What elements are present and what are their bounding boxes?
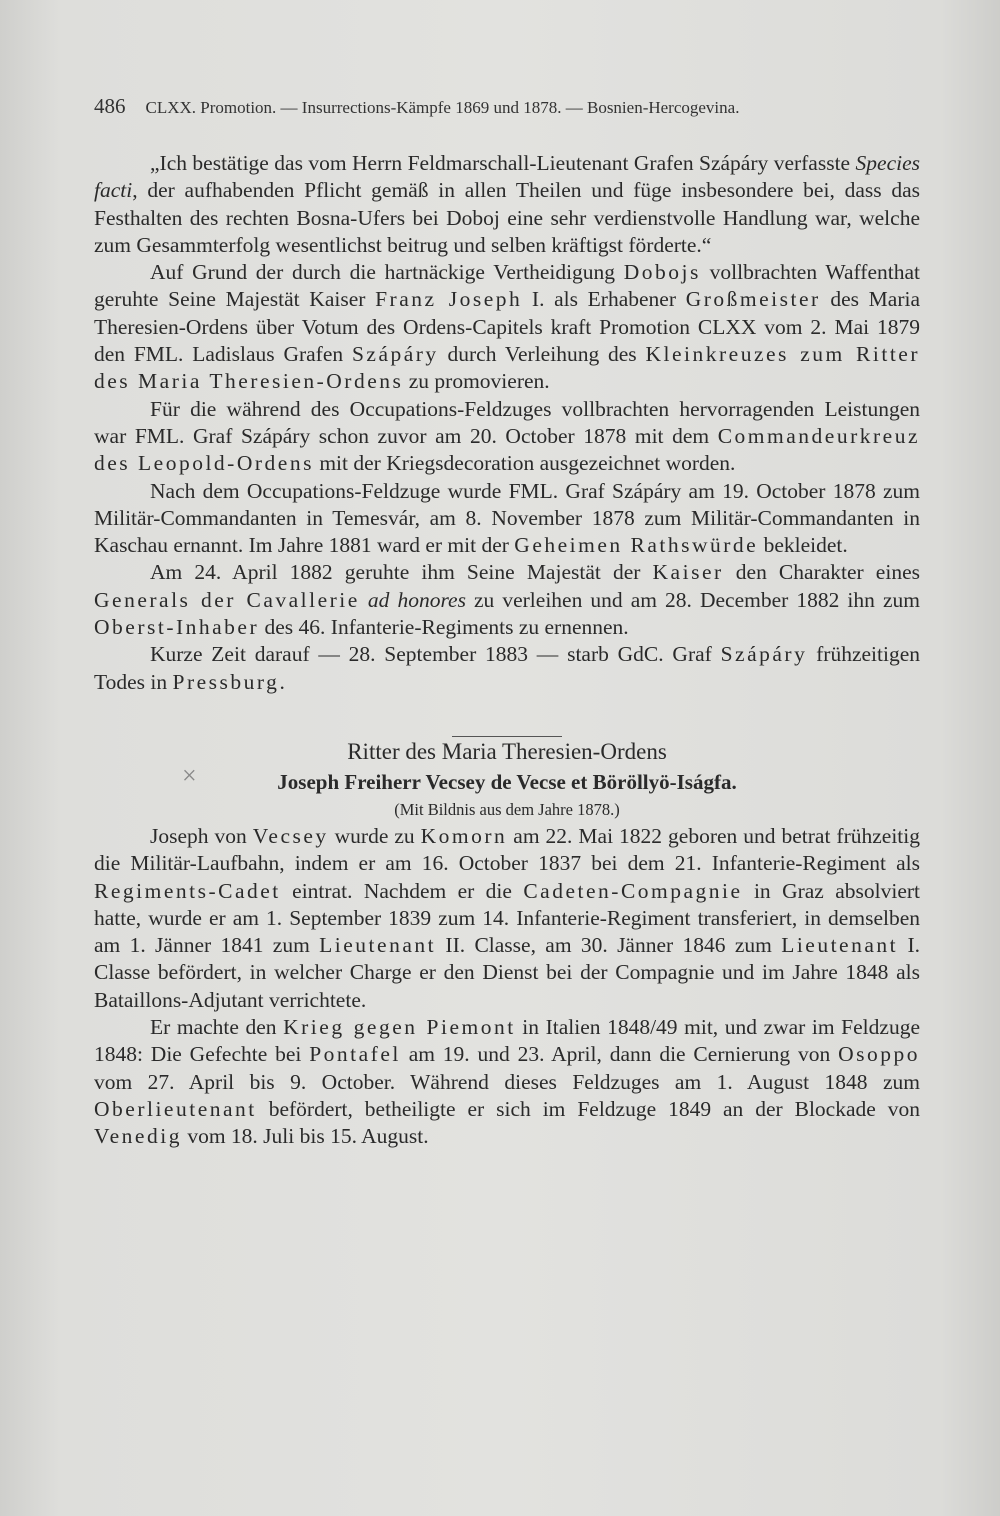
text-run: .: [279, 669, 285, 694]
text-run: am 19. und 23. April, dann die Cernierung von: [400, 1042, 839, 1067]
text-run: bekleidet.: [758, 533, 848, 558]
text-run: vollbrachten Waffenthat geruhte Seine Majestät Kaiser: [94, 260, 920, 312]
spaced-name: Geheimen Rathswürde: [514, 533, 759, 558]
text-run: in Italien 1848/49 mit, und zwar im Feldzuge 1848: Die Gefechte bei: [94, 1015, 920, 1067]
spaced-name: Venedig: [94, 1124, 182, 1149]
paragraph-quote: [94, 150, 920, 259]
text-run: II. Classe, am 30. Jänner 1846 zum: [436, 933, 782, 958]
text-run: „Ich bestätige das vom Herrn Feldmarschall-Lieutenant Grafen Szápáry verfasste: [150, 151, 856, 175]
page-number: 486: [94, 94, 126, 118]
section-person-name: [94, 760, 920, 797]
page-body: [94, 150, 920, 1151]
text-run: Für die während des Occupations-Feldzuges vollbrachten hervorragenden Leistungen war FML. Graf Szápáry schon zuvor am 20. October 1878 mit dem: [94, 396, 920, 448]
spaced-name: Oberst-Inhaber: [94, 615, 260, 640]
text-run: zu promovieren.: [403, 369, 550, 394]
italic-term: Species facti: [94, 151, 920, 203]
person-name-text: Joseph Freiherr Vecsey de Vecse et Böröllyö-Iságfa.: [277, 769, 737, 794]
text-run: am 22. Mai 1822 geboren und betrat frühzeitig die Militär-Laufbahn, indem er am 16. October 1837 bei dem 21. Infanterie-Regiment als: [94, 823, 920, 876]
text-run: frühzeitigen Todes in: [94, 642, 920, 694]
italic-term: ad honores: [367, 587, 466, 612]
section-title: Ritter des Maria Theresien-Ordens: [347, 738, 667, 764]
text-run: wurde zu: [328, 823, 421, 848]
text-run: befördert, betheiligte er sich im Feldzuge 1849 an der Blockade von: [256, 1096, 920, 1121]
spaced-name: Cadeten-Compagnie: [523, 878, 743, 903]
text-run: vom 27. April bis 9. October. Während dieses Feldzuges am 1. August 1848 zum: [94, 1069, 920, 1094]
spaced-name: Kaiser: [652, 560, 724, 585]
spaced-name: Szápáry: [720, 642, 808, 667]
text-run: Nach dem Occupations-Feldzuge wurde FML. Graf Szápáry am 19. October 1878 zum Militär-Commandanten in Temesvár, am 8. November 1878 zum Militär-Commandanten in Kaschau ernannt. Im Jahre 1881 ward er mit der: [94, 478, 920, 558]
text-run: [360, 588, 368, 612]
paragraph-promotion: [94, 259, 920, 395]
spaced-name: Lieutenant: [319, 933, 437, 958]
spaced-name: Regiments-Cadet: [94, 878, 281, 903]
running-header: [94, 94, 920, 119]
text-run: Auf Grund der durch die hartnäckige Vertheidigung: [150, 260, 624, 285]
text-run: durch Verleihung des: [438, 342, 646, 367]
text-run: zu verleihen und am 28. December 1882 ihn zum: [465, 587, 920, 612]
paragraph-commands: [94, 478, 920, 560]
spaced-name: Commandeurkreuz des Leopold-Ordens: [94, 423, 920, 476]
text-run: in Graz absolviert hatte, wurde er am 1. September 1839 zum 14. Infanterie-Regiment transferiert, in demselben am 1. Jänner 1841 zum: [94, 878, 921, 958]
text-run: des Maria Theresien-Ordens über Votum des Ordens-Capitels kraft Promotion CLXX vom 2. Mai 1879 den FML. Ladislaus Grafen: [94, 287, 920, 367]
text-run: , der aufhabenden Pflicht gemäß in allen Theilen und füge insbesondere bei, dass das Festhalten des rechten Bosna-Ufers bei Doboj eine sehr verdienstvolle Handlung war, welche zum Gesammterfolg wesentlichst beitrug und selben kräftigst förderte.“: [94, 178, 920, 257]
spaced-name: Krieg gegen Piemont: [283, 1015, 516, 1040]
text-run: Am 24. April 1882 geruhte ihm Seine Majestät der: [150, 560, 653, 585]
text-run: eintrat. Nachdem er die: [280, 878, 524, 903]
spaced-name: Osoppo: [838, 1042, 920, 1067]
running-title: CLXX. Promotion. — Insurrections-Kämpfe 1869 und 1878. — Bosnien-Hercogevina.: [145, 98, 740, 117]
text-run: des 46. Infanterie-Regiments zu ernennen.: [259, 615, 629, 640]
paragraph-death: [94, 641, 920, 696]
spaced-name: Großmeister: [685, 287, 821, 312]
spaced-name: Generals der Cavallerie: [94, 587, 360, 612]
section-note: (Mit Bildnis aus dem Jahre 1878.): [394, 799, 620, 819]
paragraph-occupation: [94, 396, 920, 478]
text-run: den Charakter eines: [723, 560, 920, 585]
text-run: mit der Kriegsdecoration ausgezeichnet worden.: [313, 451, 736, 476]
pencil-mark: ×: [182, 760, 197, 790]
spaced-name: Pressburg: [172, 669, 280, 694]
spaced-name: Kleinkreuzes zum Ritter des Maria Theresien-Ordens: [94, 342, 920, 394]
text-run: Er machte den: [150, 1015, 284, 1040]
spaced-name: Lieutenant: [781, 933, 899, 958]
spaced-name: Oberlieutenant: [94, 1096, 257, 1121]
spaced-name: Pontafel: [309, 1042, 401, 1067]
spaced-name: Franz Joseph: [375, 287, 523, 312]
spaced-name: Dobojs: [623, 260, 701, 285]
text-run: I. Classe befördert, in welcher Charge er den Dienst bei der Compagnie und im Jahre 1848 als Bataillons-Adjutant verrichtete.: [94, 933, 920, 1012]
paragraph-campaign: [94, 1014, 920, 1150]
paragraph-biography: [94, 823, 920, 1014]
text-run: Kurze Zeit darauf — 28. September 1883 — starb GdC. Graf: [150, 642, 721, 667]
text-run: Joseph von: [150, 823, 253, 848]
spaced-name: Vecsey: [252, 823, 329, 848]
paragraph-general: [94, 559, 920, 641]
text-run: I. als Erhabener: [522, 287, 686, 312]
text-run: vom 18. Juli bis 15. August.: [181, 1124, 429, 1149]
spaced-name: Szápáry: [351, 342, 439, 367]
spaced-name: Komorn: [420, 823, 508, 848]
